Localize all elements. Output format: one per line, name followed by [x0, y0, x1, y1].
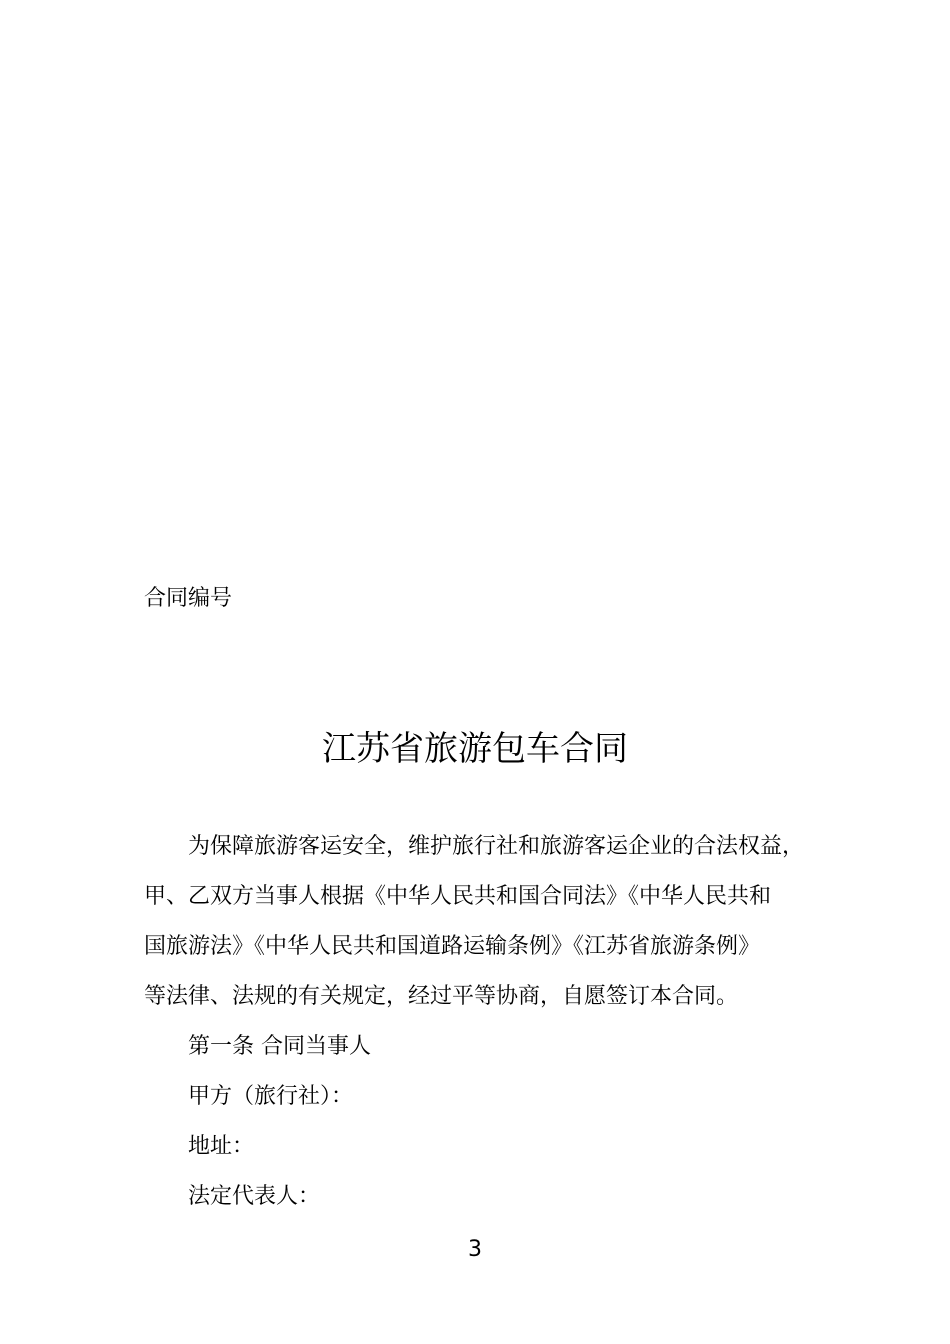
address-label: 地址：: [188, 1134, 255, 1159]
preamble-line-1: 为保障旅游客运安全，维护旅行社和旅游客运企业的合法权益，: [188, 834, 805, 859]
preamble-line-4: 等法律、法规的有关规定，经过平等协商，自愿签订本合同。: [144, 984, 739, 1009]
preamble-line-3: 国旅游法》《中华人民共和国道路运输条例》《江苏省旅游条例》: [144, 934, 761, 959]
page-number: 3: [468, 1237, 482, 1262]
preamble-line-2: 甲、乙双方当事人根据《中华人民共和国合同法》《中华人民共和: [144, 884, 772, 909]
article-section: [144, 1022, 824, 1222]
preamble-paragraph: [144, 822, 824, 1022]
article-1-heading: 第一条 合同当事人: [188, 1034, 371, 1059]
legal-representative-label: 法定代表人：: [188, 1184, 321, 1209]
party-a-label: 甲方（旅行社）：: [188, 1084, 354, 1109]
contract-number-label: 合同编号: [144, 586, 233, 611]
document-title: 江苏省旅游包车合同: [322, 729, 628, 769]
